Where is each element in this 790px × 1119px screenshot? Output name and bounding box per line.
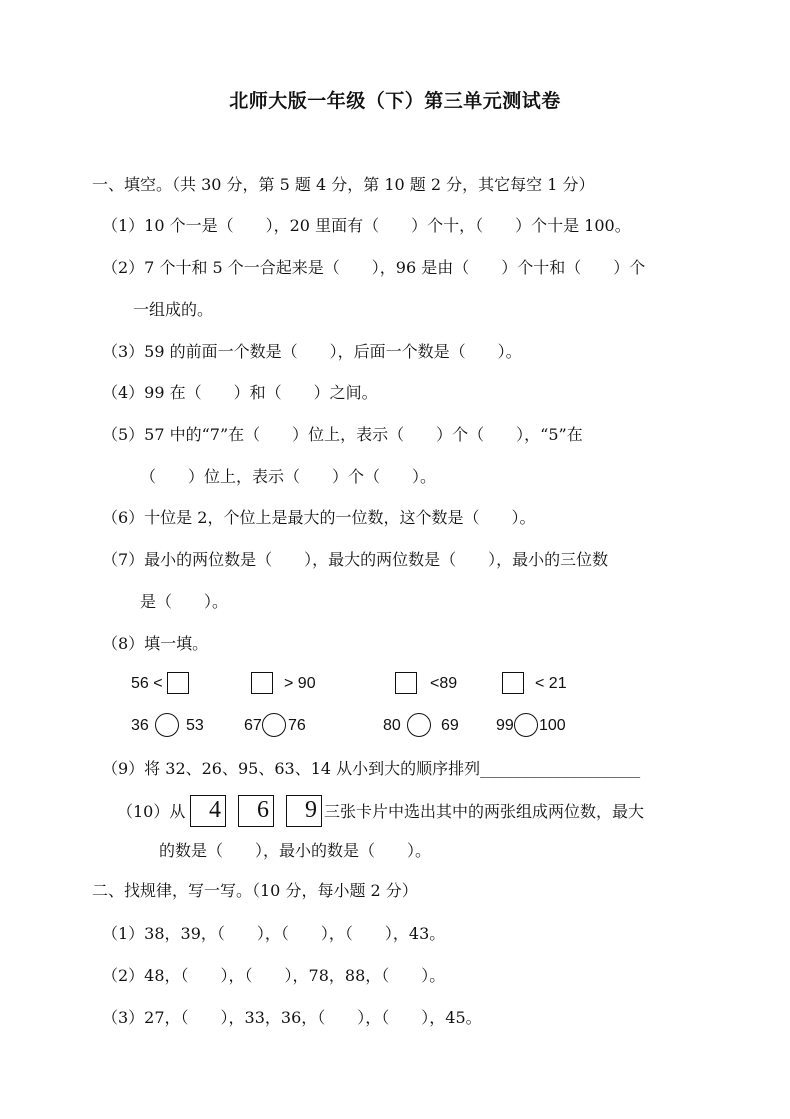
answer-box[interactable] <box>251 672 273 694</box>
compare-left: 99 <box>496 717 514 734</box>
compare-left: 67 <box>244 717 262 734</box>
question-8-label: （8）填一填。 <box>102 634 209 653</box>
question-10-line2: 的数是（ ），最小的数是（ ）。 <box>159 841 432 860</box>
question-7-line2: 是（ ）。 <box>140 592 229 611</box>
pattern-question-2: （2）48，（ ），（ ），78，88，（ ）。 <box>102 966 446 985</box>
answer-box[interactable] <box>395 672 417 694</box>
answer-box[interactable] <box>167 672 189 694</box>
question-5-line1: （5）57 中的“7”在（ ）位上，表示（ ）个（ ），“5”在 <box>102 425 583 444</box>
compare-left: 80 <box>383 717 401 734</box>
question-6: （6）十位是 2，个位上是最大的一位数，这个数是（ ）。 <box>102 508 536 527</box>
digit-card: 6 <box>238 795 274 827</box>
compare-right: 53 <box>186 717 204 734</box>
page-title: 北师大版一年级（下）第三单元测试卷 <box>229 90 561 112</box>
compare-circle[interactable] <box>262 713 286 737</box>
question-9: （9）将 32、26、95、63、14 从小到大的顺序排列____________________ <box>102 759 641 778</box>
question-10-text: 三张卡片中选出其中的两张组成两位数，最大 <box>324 802 645 821</box>
question-1: （1）10 个一是（ ），20 里面有（ ）个十，（ ）个十是 100。 <box>102 216 631 235</box>
pattern-question-1: （1）38，39，（ ），（ ），（ ），43。 <box>102 924 446 943</box>
digit-card: 9 <box>286 795 322 827</box>
section2-heading: 二、找规律，写一写。（10 分，每小题 2 分） <box>92 881 418 900</box>
compare-left: 36 <box>131 717 149 734</box>
question-2-line1: （2）7 个十和 5 个一合起来是（ ），96 是由（ ）个十和（ ）个 <box>102 258 646 277</box>
compare-circle[interactable] <box>407 713 431 737</box>
compare-circle[interactable] <box>155 713 179 737</box>
compare-text: <89 <box>430 675 458 692</box>
pattern-question-3: （3）27，（ ），33，36，（ ），（ ），45。 <box>102 1008 482 1027</box>
question-5-line2: （ ）位上，表示（ ）个（ ）。 <box>140 467 437 486</box>
question-7-line1: （7）最小的两位数是（ ），最大的两位数是（ ），最小的三位数 <box>102 550 609 569</box>
section1-heading: 一、填空。（共 30 分，第 5 题 4 分，第 10 题 2 分，其它每空 1 分） <box>92 175 595 194</box>
answer-box[interactable] <box>502 672 524 694</box>
compare-text: > 90 <box>284 675 316 692</box>
compare-right: 69 <box>441 717 459 734</box>
question-3: （3）59 的前面一个数是（ ），后面一个数是（ ）。 <box>102 342 522 361</box>
question-10-label: （10）从 <box>117 802 186 821</box>
compare-text: < 21 <box>535 675 567 692</box>
compare-text: 56 < <box>131 675 163 692</box>
compare-right: 100 <box>539 717 566 734</box>
question-2-line2: 一组成的。 <box>133 300 214 319</box>
compare-circle[interactable] <box>514 713 538 737</box>
question-4: （4）99 在（ ）和（ ）之间。 <box>102 383 378 402</box>
digit-card: 4 <box>190 795 226 827</box>
compare-right: 76 <box>288 717 306 734</box>
